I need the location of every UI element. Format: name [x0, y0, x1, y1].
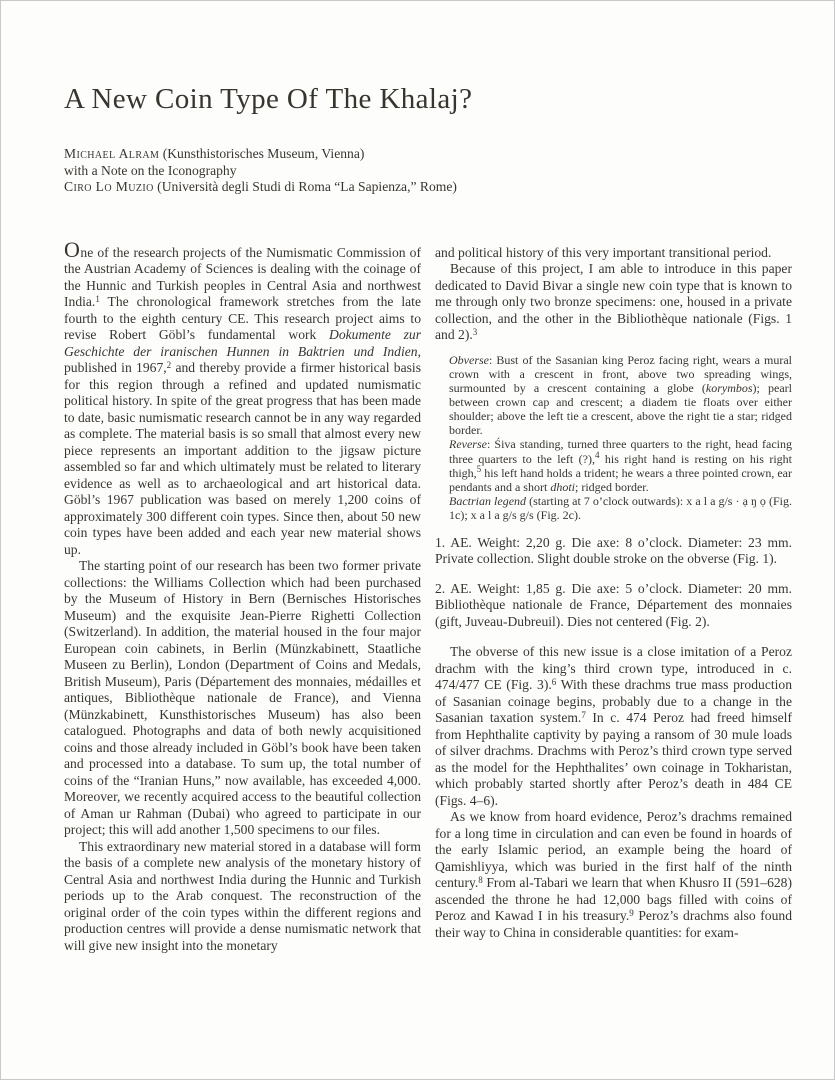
footnote-ref: 9 [629, 907, 634, 918]
text-run: Because of this project, I am able to introduce in this paper dedicated to David Bivar a single new coin type that is known to me through only two bronze specimens: one, housed in a private collection, and the other in the Bibliothèque nationale (Figs. 1 and 2). [435, 261, 792, 343]
smallcaps-text: Michael Alram [64, 146, 160, 162]
paragraph [435, 581, 792, 631]
text-run: Peroz’s drachms also found their way to China in considerable quantities: for exam- [435, 908, 792, 940]
italic-text: Dokumente zur Geschichte der iranischen Hunnen in Baktrien und Indien [64, 327, 421, 359]
text-run: From al-Tabari we learn that when Khusro II (591–628) ascended the throne he had 12,000 bags filled with coins of Peroz and Kawad I in his treasury. [435, 875, 792, 924]
paragraph [435, 261, 792, 344]
paragraph [64, 558, 421, 839]
paragraph [64, 179, 792, 196]
paragraph [64, 163, 792, 180]
smallcaps-text: Ciro Lo Muzio [64, 179, 154, 195]
footnote-ref: 3 [472, 326, 478, 337]
paragraph [449, 494, 792, 522]
italic-text: korymbos [705, 381, 753, 396]
footnote-ref: 4 [594, 450, 600, 460]
text-run: and political history of this very important transitional period. [435, 244, 772, 260]
italic-text: Obverse [449, 352, 489, 367]
body-column-right [435, 245, 792, 955]
body-column-left [64, 236, 421, 955]
text-run: : Śiva standing, turned three quarters to the right, head facing three quarters to the left (?), [449, 437, 792, 466]
italic-text: dhoti [550, 479, 575, 494]
body-columns [64, 236, 793, 955]
footnote-ref: 5 [476, 464, 482, 475]
text-run: (starting at 7 o’clock outwards): x a l a g/s · ạ ŋ ọ (Fig. 1c); x a l a g/s g/s (Fig. 2c). [449, 493, 792, 522]
footnote-ref: 2 [166, 359, 172, 370]
text-run: 2. AE. Weight: 1,85 g. Die axe: 5 o’clock. Diameter: 20 mm. Bibliothèque nationale de France, Département des monnaies (gift, Juveau-Dubreuil). Dies not centered (Fig. 2). [435, 580, 792, 629]
paragraph [435, 644, 792, 809]
paragraph [64, 839, 421, 955]
text-run: and thereby provide a firmer historical basis for this region through a refined and updated numismatic political history. In spite of the great progress that has been made to date, basic numismatic research cannot be in any way regarded as complete. The material basis is so small that almost every new piece represents an important addition to the jigsaw picture assembled so far and which ultimately must be related to literary evidence as well as to archaeological and art historical data. Göbl’s 1967 publication was based on merely 1,200 coins of approximately 300 different coin types. Since then, about 50 new coin types have been added and each year new material shows up. [64, 360, 421, 557]
footnote-ref: 8 [478, 874, 483, 885]
paragraph [449, 437, 792, 493]
text-run: With these drachms true mass production of Sasanian coinage begins, probably due to a change in the Sasanian taxation system. [435, 677, 793, 726]
italic-text: Bactrian legend [449, 493, 527, 508]
footnote-ref: 1 [95, 293, 100, 304]
text-run: (Università degli Studi di Roma “La Sapienza,” Rome) [153, 179, 457, 195]
footnote-ref: 7 [581, 709, 586, 720]
text-run: As we know from hoard evidence, Peroz’s drachms remained for a long time in circulation and can even be found in hoards of the early Islamic period, an example being the hoard of Qamishliyya, which was buried in the first half of the ninth century. [435, 809, 792, 891]
text-run: The obverse of this new issue is a close imitation of a Peroz drachm with the king’s third crown type, introduced in c. 474/477 CE (Fig. 3). [435, 644, 792, 693]
text-run: (Kunsthistorisches Museum, Vienna) [159, 146, 365, 162]
author-block [64, 146, 792, 196]
text-run: , published in 1967, [64, 343, 421, 376]
text-run: ne of the research projects of the Numismatic Commission of the Austrian Academy of Sciences is dealing with the coinage of the Hunnic and Turkish peoples in Central Asia and northwest India. [64, 244, 421, 310]
text-run: This extraordinary new material stored in a database will form the basis of a complete new analysis of the monetary history of Central Asia and northwest India during the Hunnic and Turkish periods up to the Arab conquest. The reconstruction of the original order of the coin types within the different regions and production centres will provide a dense numismatic network that will give new insight into the monetary [64, 838, 421, 953]
text-run: The chronological framework stretches from the late fourth to the eighth century CE. This research project aims to revise Robert Göbl’s fundamental work [64, 294, 421, 343]
paragraph [449, 353, 792, 438]
footnote-ref: 6 [551, 676, 557, 687]
paragraph [64, 146, 792, 163]
paragraph [435, 245, 792, 262]
paragraph [64, 236, 421, 559]
text-run: ; ridged border. [574, 479, 649, 494]
page-title: A New Coin Type Of The Khalaj? [64, 83, 473, 115]
paragraph [435, 535, 792, 568]
text-run: : Bust of the Sasanian king Peroz facing right, wears a mural crown with a crescent in front, above two spreading wings, surmounted by a crescent containing a globe ( [449, 352, 792, 396]
initial-cap: O [64, 236, 81, 262]
paragraph [435, 809, 792, 941]
text-run: his right hand is resting on his right thigh, [449, 451, 793, 480]
text-run: The starting point of our research has been two former private collections: the Williams Collection which had been purchased by the Museum of History in Bern (Bernisches Historisches Museum) and the exquisite Jean-Pierre Righetti Collection (Switzerland). In addition, the material housed in the four major European coin cabinets, in Berlin (Münzkabinett, Staatliche Museen zu Berlin), London (Department of Coins and Medals, British Museum), Paris (Département des monnaies, médailles et antiques, Bibliothèque nationale de France), and Vienna (Münzkabinett, Kunsthistorisches Museum) has also been catalogued. Photographs and data of both newly acquisitioned coins and those already included in Göbl’s book have been taken and processed into a database. To sum up, the total number of coins of the “Iranian Huns,” now available, has exceeded 4,000. Moreover, we recently acquired access to the beautiful collection of Aman ur Rahman (Dubai) who agreed to participate in our project; this will add another 1,500 specimens to our files. [64, 558, 421, 838]
italic-text: Reverse [449, 437, 487, 452]
text-run: with a Note on the Iconography [64, 162, 237, 178]
text-run: 1. AE. Weight: 2,20 g. Die axe: 8 o’clock. Diameter: 23 mm. Private collection. Slight double stroke on the obverse (Fig. 1). [435, 534, 792, 567]
text-run: his left hand holds a trident; he wears a three pointed crown, ear pendants and a short [449, 465, 792, 494]
text-run: In c. 474 Peroz had freed himself from Hephthalite captivity by paying a ransom of 30 mule loads of silver drachms. Drachms with Peroz’s third crown type served as the model for the Hephthalites’ own coinage in Tokharistan, which probably started shortly after Peroz’s death in 484 CE (Figs. 4–6). [435, 710, 792, 808]
text-run: ); pearl between crown cap and crescent; a diadem tie floats over either shoulder; above the left tie a crescent, above the right tie a star; ridged border. [449, 381, 792, 438]
